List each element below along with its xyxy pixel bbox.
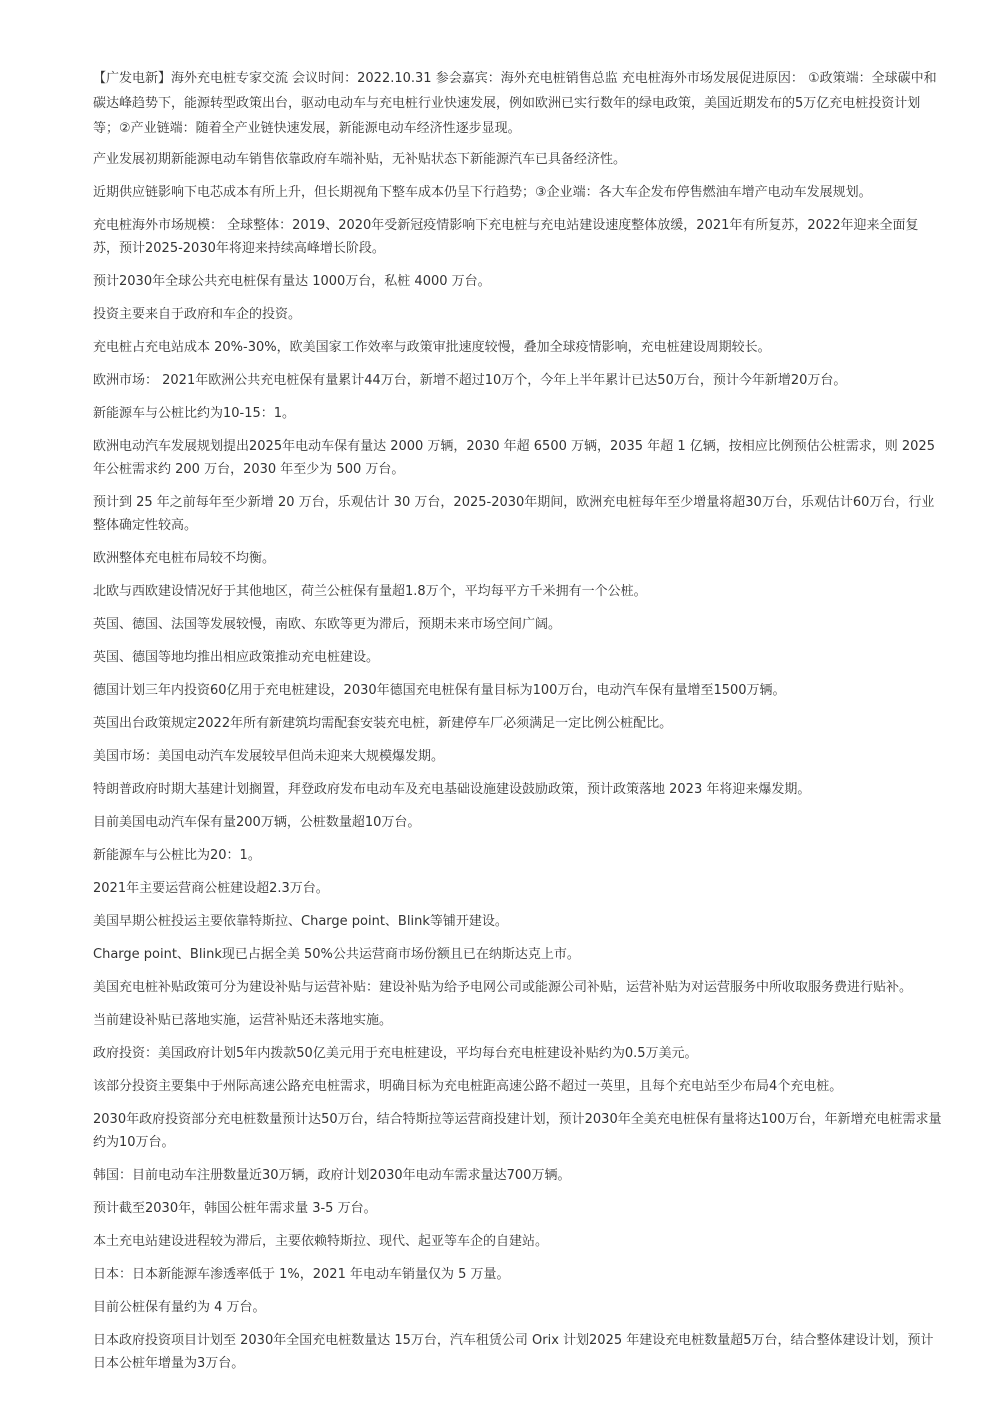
paragraph-4: 充电桩海外市场规模： 全球整体：2019、2020年受新冠疫情影响下充电桩与充电站建设速度整体放缓，2021年有所复苏，2022年迎来全面复苏，预计2025-2030年将迎来持续高峰增长阶段。 (93, 218, 919, 256)
paragraph-16: 德国计划三年内投资60亿用于充电桩建设，2030年德国充电桩保有量目标为100万台，电动汽车保有量增至1500万辆。 (93, 683, 786, 698)
paragraph-25: 美国充电桩补贴政策可分为建设补贴与运营补贴：建设补贴为给予电网公司或能源公司补贴，运营补贴为对运营服务中所收取服务费进行贴补。 (93, 980, 913, 995)
paragraph-26: 当前建设补贴已落地实施，运营补贴还未落地实施。 (93, 1013, 393, 1028)
paragraph-20: 目前美国电动汽车保有量200万辆，公桩数量超10万台。 (93, 815, 421, 830)
paragraph-33: 日本：日本新能源车渗透率低于 1%，2021 年电动车销量仅为 5 万量。 (93, 1267, 510, 1282)
paragraph-12: 欧洲整体充电桩布局较不均衡。 (93, 551, 276, 566)
paragraph-6: 投资主要来自于政府和车企的投资。 (93, 307, 302, 322)
paragraph-23: 美国早期公桩投运主要依靠特斯拉、Charge point、Blink等铺开建设。 (93, 914, 508, 929)
paragraph-24: Charge point、Blink现已占据全美 50%公共运营商市场份额且已在纳斯达克上市。 (93, 947, 580, 962)
paragraph-13: 北欧与西欧建设情况好于其他地区，荷兰公桩保有量超1.8万个，平均每平方千米拥有一个公桩。 (93, 584, 647, 599)
paragraph-15: 英国、德国等地均推出相应政策推动充电桩建设。 (93, 650, 380, 665)
paragraph-9: 新能源车与公桩比约为10-15：1。 (93, 406, 296, 421)
paragraph-11: 预计到 25 年之前每年至少新增 20 万台，乐观估计 30 万台，2025-2030年期间，欧洲充电桩每年至少增量将超30万台，乐观估计60万台，行业整体确定性较高。 (93, 495, 935, 533)
paragraph-28: 该部分投资主要集中于州际高速公路充电桩需求，明确目标为充电桩距高速公路不超过一英里，且每个充电站至少布局4个充电桩。 (93, 1079, 843, 1094)
paragraph-35: 日本政府投资项目计划至 2030年全国充电桩数量达 15万台，汽车租赁公司 Orix 计划2025 年建设充电桩数量超5万台，结合整体建设计划，预计日本公桩年增量为3万台。 (93, 1333, 934, 1371)
paragraph-1: 【广发电新】海外充电桩专家交流 会议时间：2022.10.31 参会嘉宾：海外充电桩销售总监 充电桩海外市场发展促进原因： ①政策端：全球碳中和碳达峰趋势下，能源转型政策出台，驱动电动车与充电桩行业快速发展，例如欧洲已实行数年的绿电政策，美国近期发布的5万亿充电桩投资计划等；②产业链端：随着全产业链快速发展，新能源电动车经济性逐步显现。 (93, 71, 937, 136)
paragraph-10: 欧洲电动汽车发展规划提出2025年电动车保有量达 2000 万辆，2030 年超 6500 万辆，2035 年超 1 亿辆，按相应比例预估公桩需求，则 2025 年公桩需求约 200 万台，2030 年至少为 500 万台。 (93, 439, 935, 477)
paragraph-19: 特朗普政府时期大基建计划搁置，拜登政府发布电动车及充电基础设施建设鼓励政策，预计政策落地 2023 年将迎来爆发期。 (93, 782, 811, 797)
document-page (93, 66, 943, 1385)
paragraph-29: 2030年政府投资部分充电桩数量预计达50万台，结合特斯拉等运营商投建计划，预计2030年全美充电桩保有量将达100万台，年新增充电桩需求量约为10万台。 (93, 1112, 942, 1150)
paragraph-3: 近期供应链影响下电芯成本有所上升，但长期视角下整车成本仍呈下行趋势；③企业端：各大车企发布停售燃油车增产电动车发展规划。 (93, 185, 872, 200)
paragraph-5: 预计2030年全球公共充电桩保有量达 1000万台，私桩 4000 万台。 (93, 274, 491, 289)
paragraph-32: 本土充电站建设进程较为滞后，主要依赖特斯拉、现代、起亚等车企的自建站。 (93, 1234, 549, 1249)
paragraph-18: 美国市场：美国电动汽车发展较早但尚未迎来大规模爆发期。 (93, 749, 445, 764)
paragraph-21: 新能源车与公桩比为20：1。 (93, 848, 261, 863)
paragraph-17: 英国出台政策规定2022年所有新建筑均需配套安装充电桩，新建停车厂必须满足一定比例公桩配比。 (93, 716, 673, 731)
paragraph-2: 产业发展初期新能源电动车销售依靠政府车端补贴，无补贴状态下新能源汽车已具备经济性。 (93, 152, 627, 167)
paragraph-30: 韩国：目前电动车注册数量近30万辆，政府计划2030年电动车需求量达700万辆。 (93, 1168, 571, 1183)
paragraph-7: 充电桩占充电站成本 20%-30%，欧美国家工作效率与政策审批速度较慢，叠加全球疫情影响，充电桩建设周期较长。 (93, 340, 771, 355)
paragraph-22: 2021年主要运营商公桩建设超2.3万台。 (93, 881, 329, 896)
paragraph-8: 欧洲市场： 2021年欧洲公共充电桩保有量累计44万台，新增不超过10万个，今年上半年累计已达50万台，预计今年新增20万台。 (93, 373, 847, 388)
paragraph-31: 预计截至2030年，韩国公桩年需求量 3-5 万台。 (93, 1201, 377, 1216)
paragraph-14: 英国、德国、法国等发展较慢，南欧、东欧等更为滞后，预期未来市场空间广阔。 (93, 617, 562, 632)
paragraph-27: 政府投资：美国政府计划5年内拨款50亿美元用于充电桩建设，平均每台充电桩建设补贴约为0.5万美元。 (93, 1046, 698, 1061)
paragraph-34: 目前公桩保有量约为 4 万台。 (93, 1300, 266, 1315)
